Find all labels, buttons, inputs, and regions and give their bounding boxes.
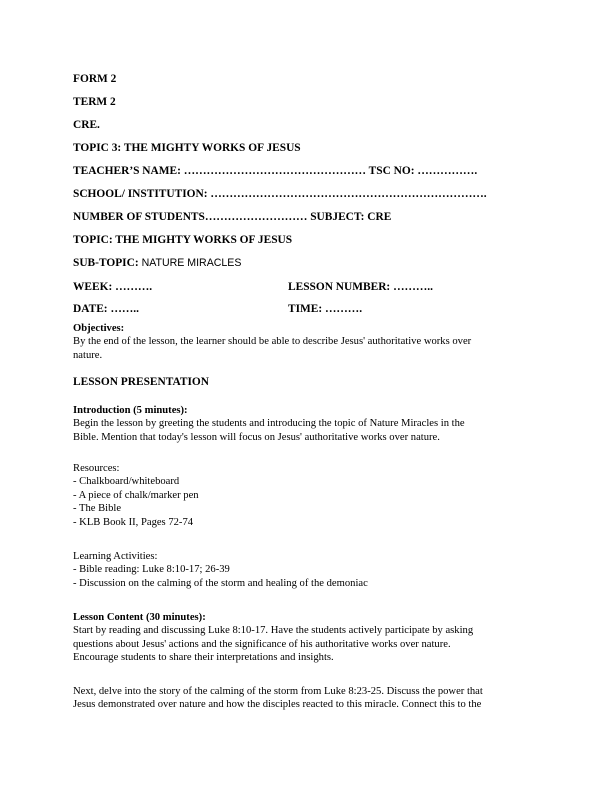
lesson-content-heading: Lesson Content (30 minutes): <box>73 612 206 623</box>
introduction-text-1: Begin the lesson by greeting the students and introducing the topic of Nature Miracles in the <box>73 418 465 430</box>
objectives-section <box>73 322 535 362</box>
lesson-content-paragraph-2 <box>73 685 535 712</box>
subtopic-value: NATURE MIRACLES <box>138 257 242 269</box>
lesson-content-p1-line: Encourage students to share their interpretations and insights. <box>73 652 334 664</box>
resources-section <box>73 462 535 529</box>
subject-short: CRE. <box>73 119 100 131</box>
topic-heading: TOPIC: THE MIGHTY WORKS OF JESUS <box>73 234 293 246</box>
lesson-content-p1-line: Start by reading and discussing Luke 8:10-17. Have the students actively participate by asking <box>73 625 474 637</box>
week-field: WEEK: ………. <box>73 281 153 293</box>
resources-heading: Resources: <box>73 463 120 474</box>
objectives-text-2: nature. <box>73 349 103 361</box>
introduction-text-2: Bible. Mention that today's lesson will focus on Jesus' authoritative works over nature. <box>73 431 440 443</box>
learning-activities-heading: Learning Activities: <box>73 551 158 562</box>
lesson-content-p1-line: questions about Jesus' actions and the significance of his authoritative works over nature. <box>73 638 451 650</box>
lesson-content-p2-line: Jesus demonstrated over nature and how the disciples reacted to this miracle. Connect this to the <box>73 699 482 711</box>
lesson-number-field: LESSON NUMBER: ……….. <box>288 281 433 293</box>
objectives-heading: Objectives: <box>73 323 125 334</box>
introduction-heading: Introduction (5 minutes): <box>73 405 188 416</box>
introduction-section <box>73 404 535 444</box>
resource-item: - Chalkboard/whiteboard <box>73 476 180 488</box>
lesson-content-p2-line: Next, delve into the story of the calming of the storm from Luke 8:23-25. Discuss the power that <box>73 686 483 697</box>
resource-item: - KLB Book II, Pages 72-74 <box>73 516 194 528</box>
topic-line: TOPIC 3: THE MIGHTY WORKS OF JESUS <box>73 142 301 154</box>
resource-item: - A piece of chalk/marker pen <box>73 489 199 501</box>
resource-item: - The Bible <box>73 503 122 515</box>
subtopic-line <box>73 256 241 270</box>
activity-item: - Discussion on the calming of the storm and healing of the demoniac <box>73 577 368 589</box>
form-label: FORM 2 <box>73 73 117 85</box>
date-field: DATE: …….. <box>73 303 139 315</box>
lesson-presentation-heading: LESSON PRESENTATION <box>73 376 209 388</box>
activity-item: - Bible reading: Luke 8:10-17; 26-39 <box>73 564 230 576</box>
time-field: TIME: ………. <box>288 303 363 315</box>
term-label: TERM 2 <box>73 96 116 108</box>
school-line: SCHOOL/ INSTITUTION: ………………………………………………………………. <box>73 188 487 200</box>
lesson-content-section <box>73 611 535 665</box>
teacher-name-line: TEACHER’S NAME: ………………………………………… TSC NO: ……………. <box>73 165 478 177</box>
subtopic-label: SUB-TOPIC: <box>73 257 139 269</box>
students-subject-line: NUMBER OF STUDENTS……………………… SUBJECT: CRE <box>73 211 392 223</box>
objectives-text-1: By the end of the lesson, the learner should be able to describe Jesus' authoritative works over <box>73 336 472 348</box>
learning-activities-section <box>73 550 535 590</box>
